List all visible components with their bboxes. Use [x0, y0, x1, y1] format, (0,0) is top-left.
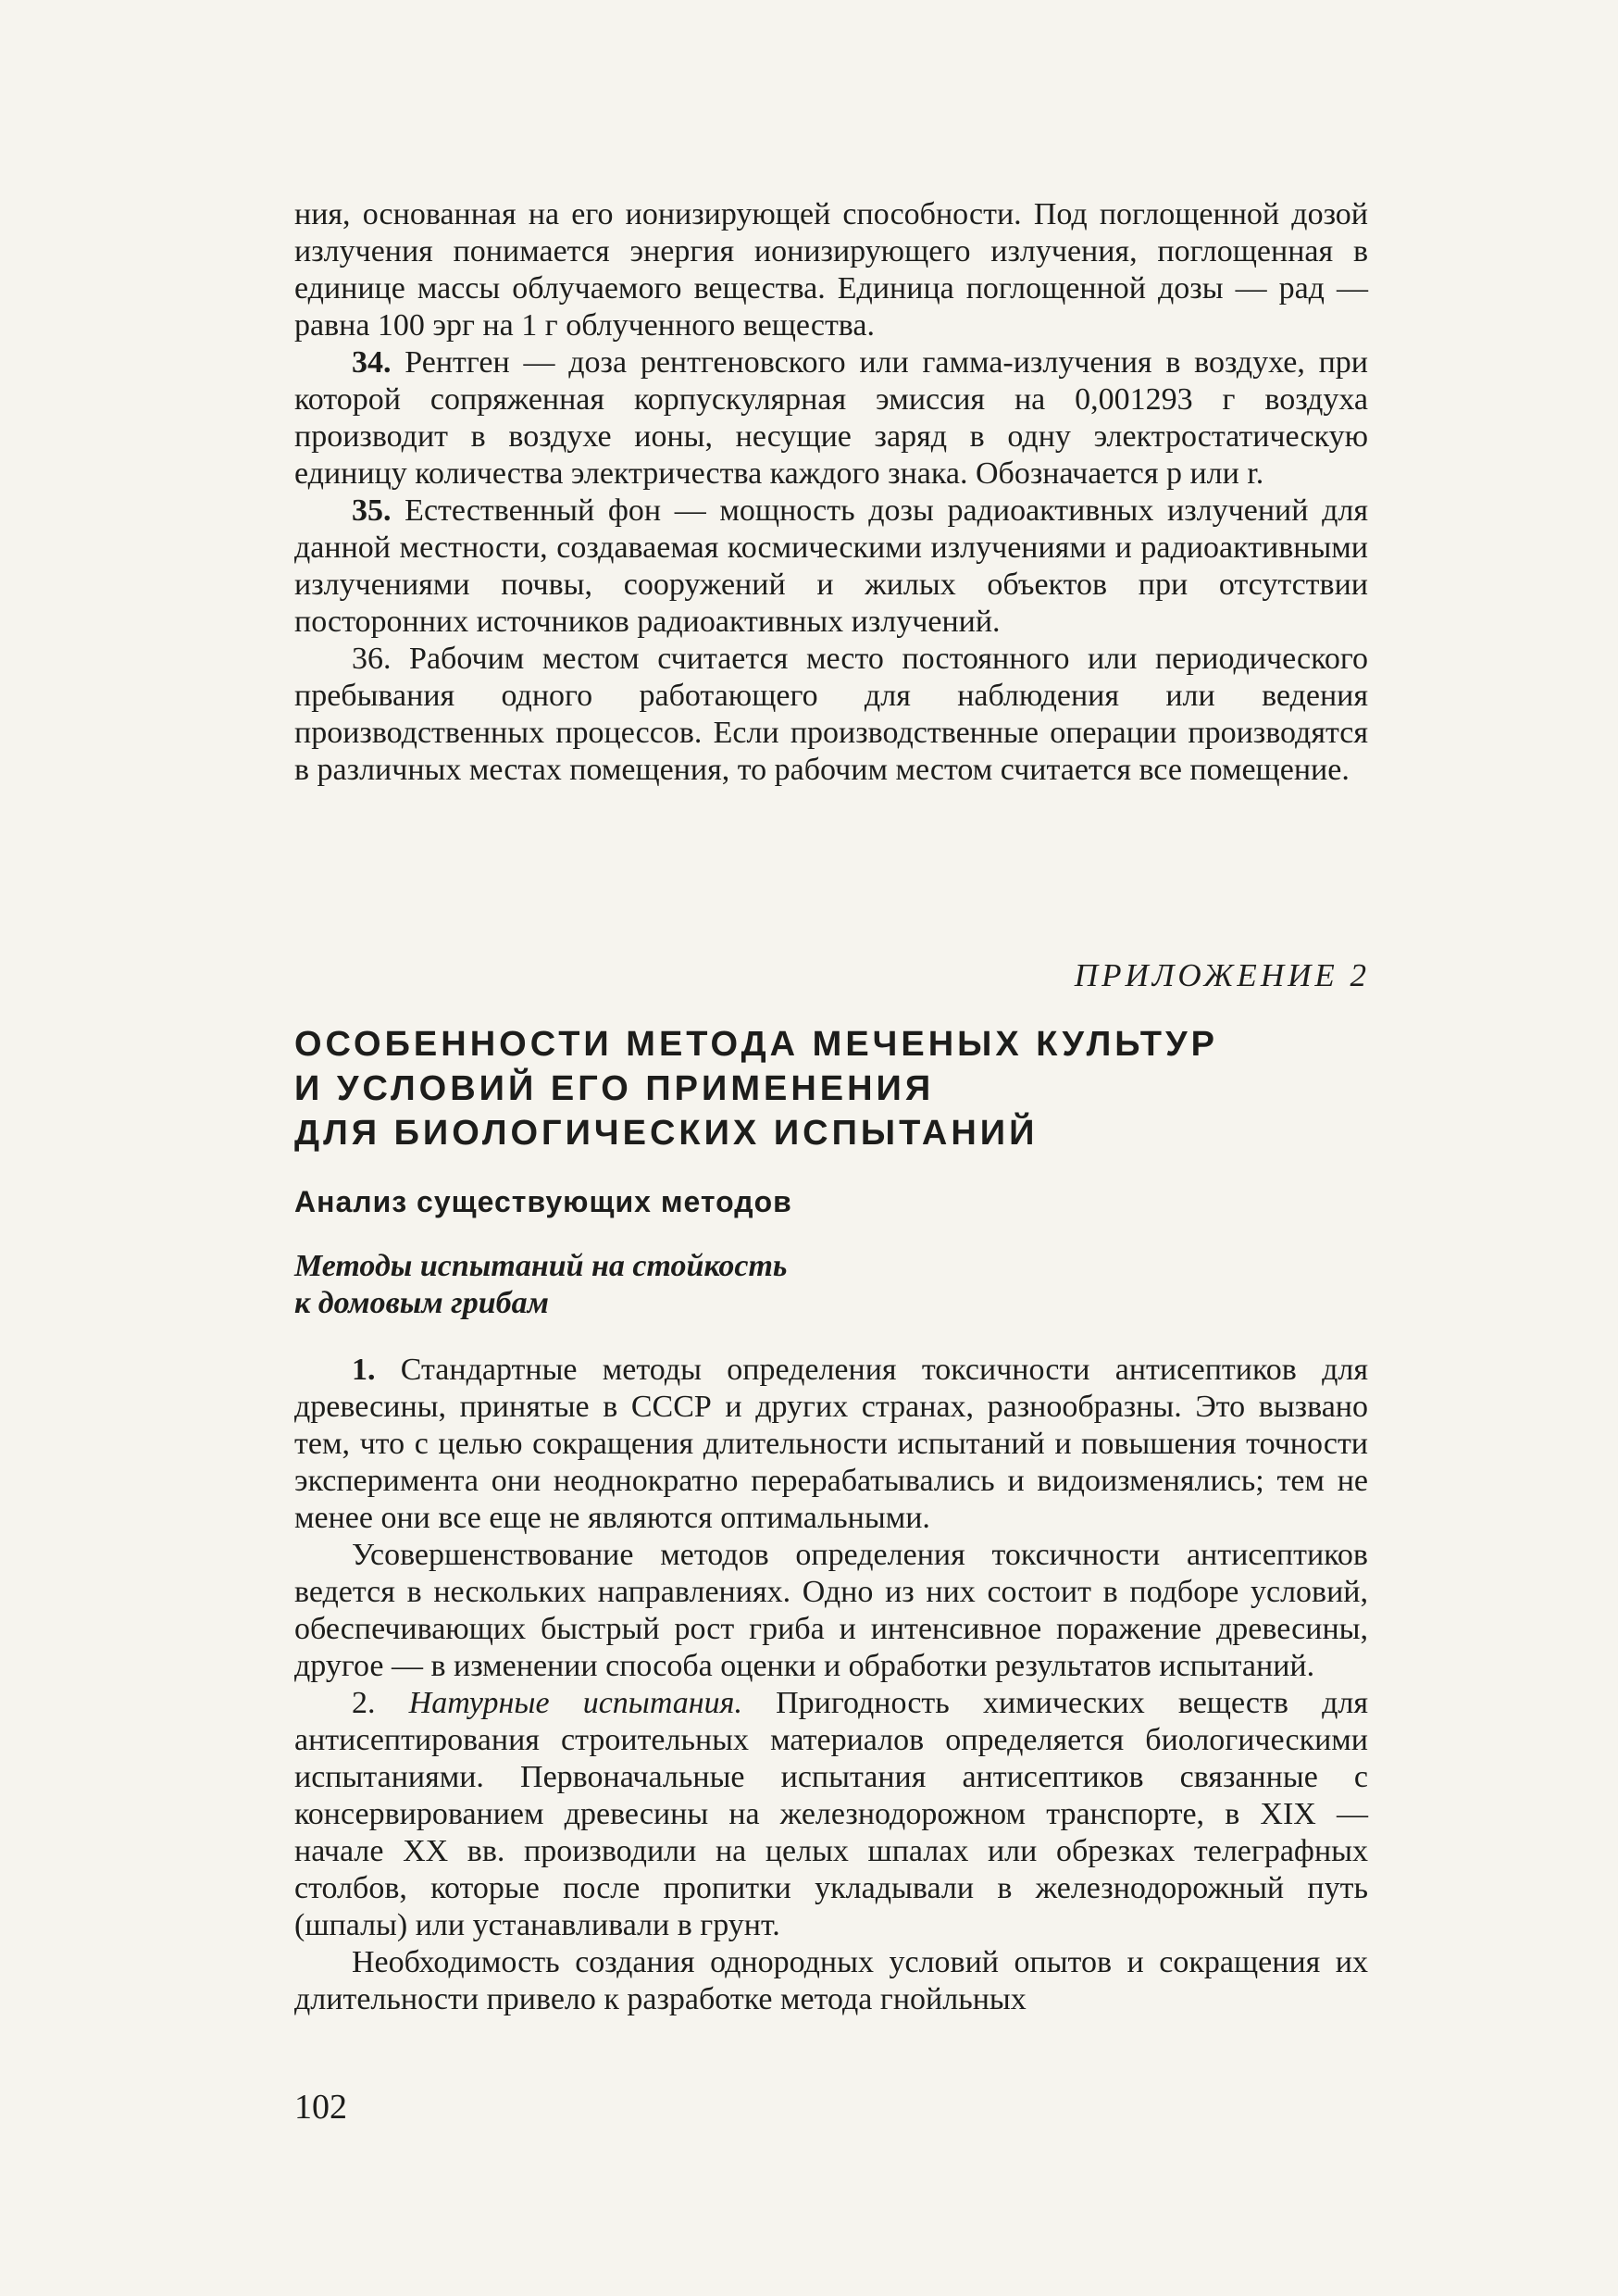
- paragraph-text: Рентген — доза рентгеновского или гамма-излучения в воздухе, при которой сопряженная корпускулярная эмиссия на 0,001293 г воздуха производит в воздухе ионы, несущие заряд в одну электростатическую единицу количества электричества каждого знака. Обозначается р или r.: [294, 345, 1368, 491]
- paragraph-italic-lead: Натурные испытания.: [375, 1686, 742, 1720]
- paragraph-4: Необходимость создания однородных условий опытов и сокращения их длительности привело к разработке метода гнойльных: [294, 1945, 1368, 2016]
- item-number: 1.: [352, 1353, 376, 1387]
- paragraph-3: [294, 1685, 1368, 1944]
- paragraph-1: [294, 1352, 1368, 1537]
- section-title-line: И УСЛОВИЙ ЕГО ПРИМЕНЕНИЯ: [294, 1069, 935, 1108]
- paragraph-text: Естественный фон — мощность дозы радиоактивных излучений для данной местности, создаваемая космическими излучениями и радиоактивными излучениями почвы, сооружений и жилых объектов при отсутствии посторонних источников радиоактивных излучений.: [294, 493, 1368, 639]
- item-number: 2.: [352, 1686, 376, 1720]
- subsubsection-title: [294, 1248, 787, 1322]
- main-text-block: [294, 1352, 1368, 2018]
- paragraph-2: Усовершенствование методов определения токсичности антисептиков ведется в нескольких направлениях. Одно из них состоит в подборе условий, обеспечивающих быстрый рост гриба и интенсивное поражение древесины, другое — в изменении способа оценки и обработки результатов испытаний.: [294, 1538, 1368, 1683]
- item-number: 34.: [352, 345, 392, 380]
- subsubsection-title-line: к домовым грибам: [294, 1286, 549, 1320]
- page-number: 102: [294, 2088, 347, 2127]
- paragraph-34: [294, 344, 1368, 493]
- section-title: [294, 1022, 1218, 1155]
- top-text-block: [294, 196, 1368, 789]
- paragraph-36: 36. Рабочим местом считается место постоянного или периодического пребывания одного работающего для наблюдения или ведения производственных процессов. Если производственные операции производятся в различных местах помещения, то рабочим местом считается все помещение.: [294, 642, 1368, 787]
- item-number: 35.: [352, 493, 392, 528]
- paragraph-33-tail: ния, основанная на его ионизирующей способности. Под поглощенной дозой излучения понимается энергия ионизирующего излучения, поглощенная в единице массы облучаемого вещества. Единица поглощенной дозы — рад — равна 100 эрг на 1 г облученного вещества.: [294, 197, 1368, 343]
- paragraph-text: Пригодность химических веществ для антисептирования строительных материалов определяется биологическими испытаниями. Первоначальные испытания антисептиков связанные с консервированием древесины на железнодорожном транспорте, в XIX — начале XX вв. производили на целых шпалах или обрезках телеграфных столбов, которые после пропитки укладывали в железнодорожный путь (шпалы) или устанавливали в грунт.: [294, 1686, 1368, 1942]
- section-title-line: ДЛЯ БИОЛОГИЧЕСКИХ ИСПЫТАНИЙ: [294, 1114, 1039, 1153]
- paragraph-text: Стандартные методы определения токсичности антисептиков для древесины, принятые в СССР и других странах, разнообразны. Это вызвано тем, что с целью сокращения длительности испытаний и повышения точности эксперимента они неоднократно перерабатывались и видоизменялись; тем не менее они все еще не являются оптимальными.: [294, 1353, 1368, 1535]
- subsection-title: Анализ существующих методов: [294, 1185, 792, 1218]
- paragraph-35: [294, 493, 1368, 641]
- subsubsection-title-line: Методы испытаний на стойкость: [294, 1249, 788, 1283]
- appendix-label: ПРИЛОЖЕНИЕ 2: [1074, 957, 1370, 993]
- section-title-line: ОСОБЕННОСТИ МЕТОДА МЕЧЕНЫХ КУЛЬТУР: [294, 1025, 1218, 1064]
